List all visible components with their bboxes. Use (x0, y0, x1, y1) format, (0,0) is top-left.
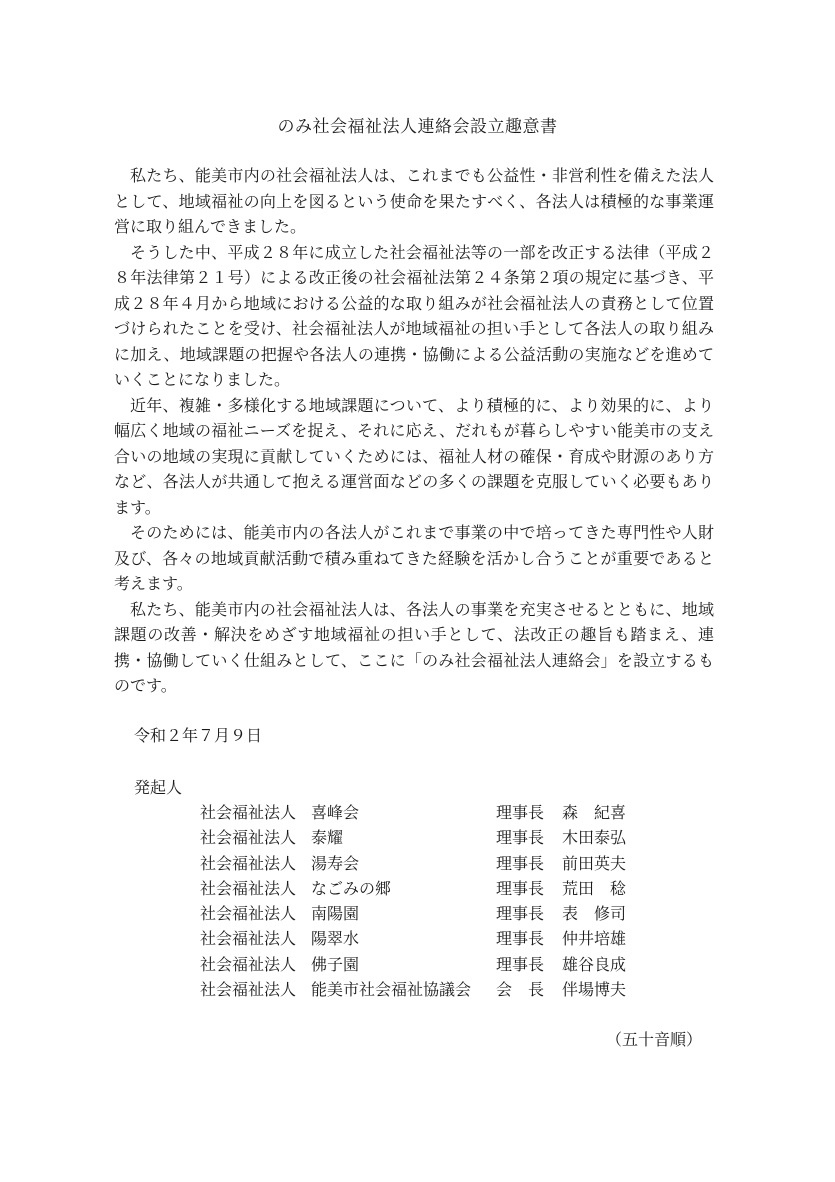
founder-org: 社会福祉法人 (200, 878, 297, 898)
founder-row (200, 851, 640, 876)
founder-name: 喜峰会 (311, 803, 360, 822)
founder-row (200, 800, 640, 825)
founder-role: 理事長 (496, 954, 545, 974)
founder-role: 理事長 (496, 828, 545, 848)
founder-org: 社会福祉法人 (200, 954, 297, 974)
founder-row (200, 901, 640, 926)
founder-person: 雄谷良成 (562, 954, 627, 974)
body-text (114, 163, 714, 699)
founder-role: 理事長 (496, 803, 545, 822)
document-title: のみ社会福祉法人連絡会設立趣意書 (277, 117, 558, 137)
founder-role: 理事長 (496, 904, 545, 924)
founder-person: 木田泰弘 (562, 828, 627, 848)
order-note: （五十音順） (605, 1030, 702, 1049)
founder-row (200, 977, 640, 1002)
founder-person: 表 修司 (562, 904, 627, 924)
founder-org: 社会福祉法人 (200, 929, 297, 949)
founder-org: 社会福祉法人 (200, 980, 297, 1000)
founder-role: 会 長 (496, 980, 545, 1000)
founder-person: 仲井培雄 (562, 929, 627, 949)
founder-name: 能美市社会福祉協議会 (311, 980, 472, 1000)
founder-name: 佛子園 (311, 954, 360, 974)
founder-role: 理事長 (496, 853, 545, 873)
founder-org: 社会福祉法人 (200, 828, 297, 848)
founder-row (200, 952, 640, 977)
founder-row (200, 876, 640, 901)
founder-row (200, 926, 640, 951)
founder-person: 伴場博夫 (562, 980, 627, 1000)
founder-org: 社会福祉法人 (200, 904, 297, 924)
founder-person: 荒田 稔 (562, 878, 627, 898)
paragraph-3: 近年、複雑・多様化する地域課題について、より積極的に、より効果的に、より幅広く地域の福祉ニーズを捉え、それに応え、だれもが暮らしやすい能美市の支え合いの地域の実現に貢献していくためには、福祉人材の確保・育成や財源のあり方など、各法人が共通して抱える運営面などの多くの課題を克服していく必要もあります。 (114, 395, 714, 517)
founder-name: なごみの郷 (311, 878, 392, 898)
founder-person: 森 紀喜 (562, 803, 627, 822)
founder-name: 泰耀 (311, 828, 344, 848)
paragraph-5: 私たち、能美市内の社会福祉法人は、各法人の事業を充実させるとともに、地域課題の改善・解決をめざす地域福祉の担い手として、法改正の趣旨も踏まえ、連携・協働していく仕組みとして、ここに「のみ社会福祉法人連絡会」を設立するものです。 (114, 599, 714, 695)
document-date: 令和２年７月９日 (134, 726, 263, 745)
founders-label: 発起人 (134, 778, 183, 797)
founder-org: 社会福祉法人 (200, 803, 297, 822)
founder-person: 前田英夫 (562, 853, 627, 873)
founder-row (200, 825, 640, 850)
paragraph-4: そのためには、能美市内の各法人がこれまで事業の中で培ってきた専門性や人財及び、各々の地域貢献活動で積み重ねてきた経験を活かし合うことが重要であると考えます。 (114, 523, 714, 593)
founder-name: 湯寿会 (311, 853, 360, 873)
founders-list (200, 800, 640, 1002)
founder-org: 社会福祉法人 (200, 853, 297, 873)
founder-role: 理事長 (496, 878, 545, 898)
paragraph-2: そうした中、平成２８年に成立した社会福祉法等の一部を改正する法律（平成２８年法律第２１号）による改正後の社会福祉法第２４条第２項の規定に基づき、平成２８年４月から地域における公益的な取り組みが社会福祉法人の責務として位置づけられたことを受け、社会福祉法人が地域福祉の担い手として各法人の取り組みに加え、地域課題の把握や各法人の連携・協働による公益活動の実施などを進めていくことになりました。 (114, 242, 714, 389)
founder-role: 理事長 (496, 929, 545, 949)
founder-name: 南陽園 (311, 904, 360, 924)
paragraph-1: 私たち、能美市内の社会福祉法人は、これまでも公益性・非営利性を備えた法人として、地域福祉の向上を図るという使命を果たすべく、各法人は積極的な事業運営に取り組んできました。 (114, 166, 714, 236)
founder-name: 陽翠水 (311, 929, 360, 949)
